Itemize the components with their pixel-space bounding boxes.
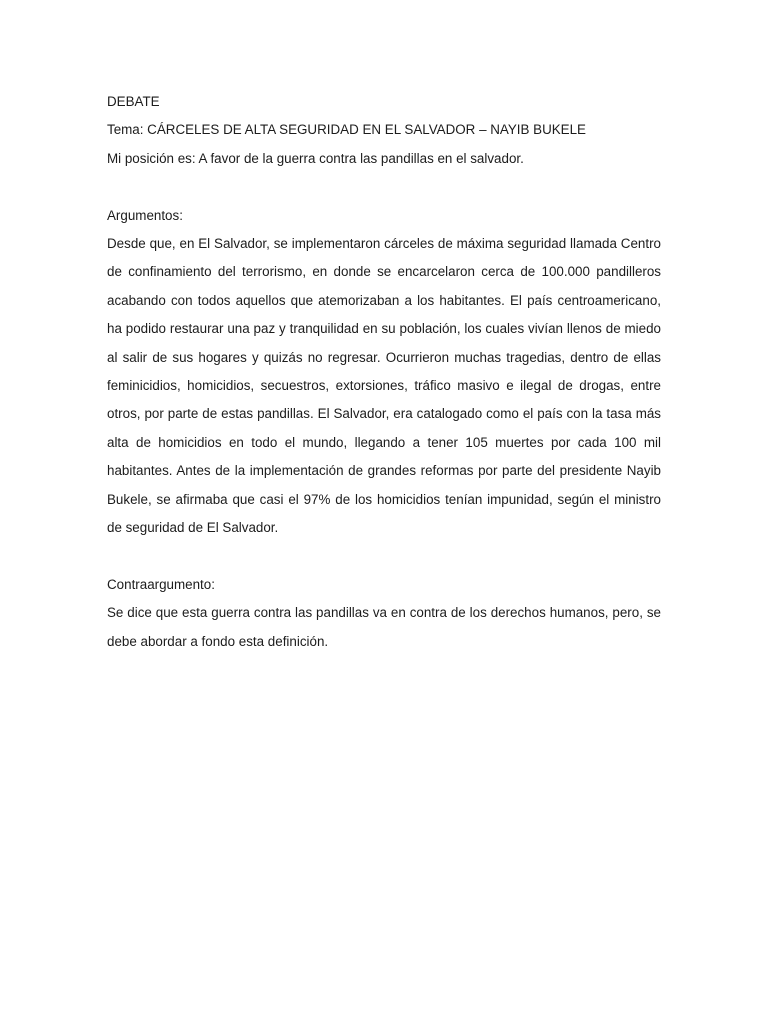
arguments-paragraph xyxy=(107,230,661,542)
arguments-label: Argumentos: xyxy=(107,207,183,223)
paragraph-line: Bukele, se afirmaba que casi el 97% de los homicidios tenían impunidad, según el ministro xyxy=(107,491,661,507)
position-statement: Mi posición es: A favor de la guerra contra las pandillas en el salvador. xyxy=(107,150,524,166)
paragraph-line: feminicidios, homicidios, secuestros, extorsiones, tráfico masivo e ilegal de drogas, entre xyxy=(107,378,661,394)
counter-argument-paragraph xyxy=(107,599,661,656)
paragraph-line: habitantes. Antes de la implementación de grandes reformas por parte del presidente Nayib xyxy=(107,463,661,479)
paragraph-line: de confinamiento del terrorismo, en donde se encarcelaron cerca de 100.000 pandilleros xyxy=(107,264,661,280)
spacer xyxy=(107,542,661,570)
paragraph-line: acabando con todos aquellos que atemorizaban a los habitantes. El país centroamericano, xyxy=(107,292,661,308)
document-page xyxy=(107,88,661,656)
paragraph-line: al salir de sus hogares y quizás no regresar. Ocurrieron muchas tragedias, dentro de ellas xyxy=(107,349,661,365)
paragraph-line: Desde que, en El Salvador, se implementaron cárceles de máxima seguridad llamada Centro xyxy=(107,236,661,252)
paragraph-line: ha podido restaurar una paz y tranquilidad en su población, los cuales vivían llenos de miedo xyxy=(107,321,661,337)
counter-argument-label: Contraargumento: xyxy=(107,576,215,592)
spacer xyxy=(107,173,661,201)
paragraph-line: Se dice que esta guerra contra las pandillas va en contra de los derechos humanos, pero, se xyxy=(107,605,661,621)
debate-topic: Tema: CÁRCELES DE ALTA SEGURIDAD EN EL SALVADOR – NAYIB BUKELE xyxy=(107,122,586,138)
paragraph-line: de seguridad de El Salvador. xyxy=(107,520,279,536)
paragraph-line: alta de homicidios en todo el mundo, llegando a tener 105 muertes por cada 100 mil xyxy=(107,434,661,450)
paragraph-line: debe abordar a fondo esta definición. xyxy=(107,633,329,649)
document-heading: DEBATE xyxy=(107,94,160,109)
paragraph-line: otros, por parte de estas pandillas. El Salvador, era catalogado como el país con la tasa más xyxy=(107,406,661,422)
